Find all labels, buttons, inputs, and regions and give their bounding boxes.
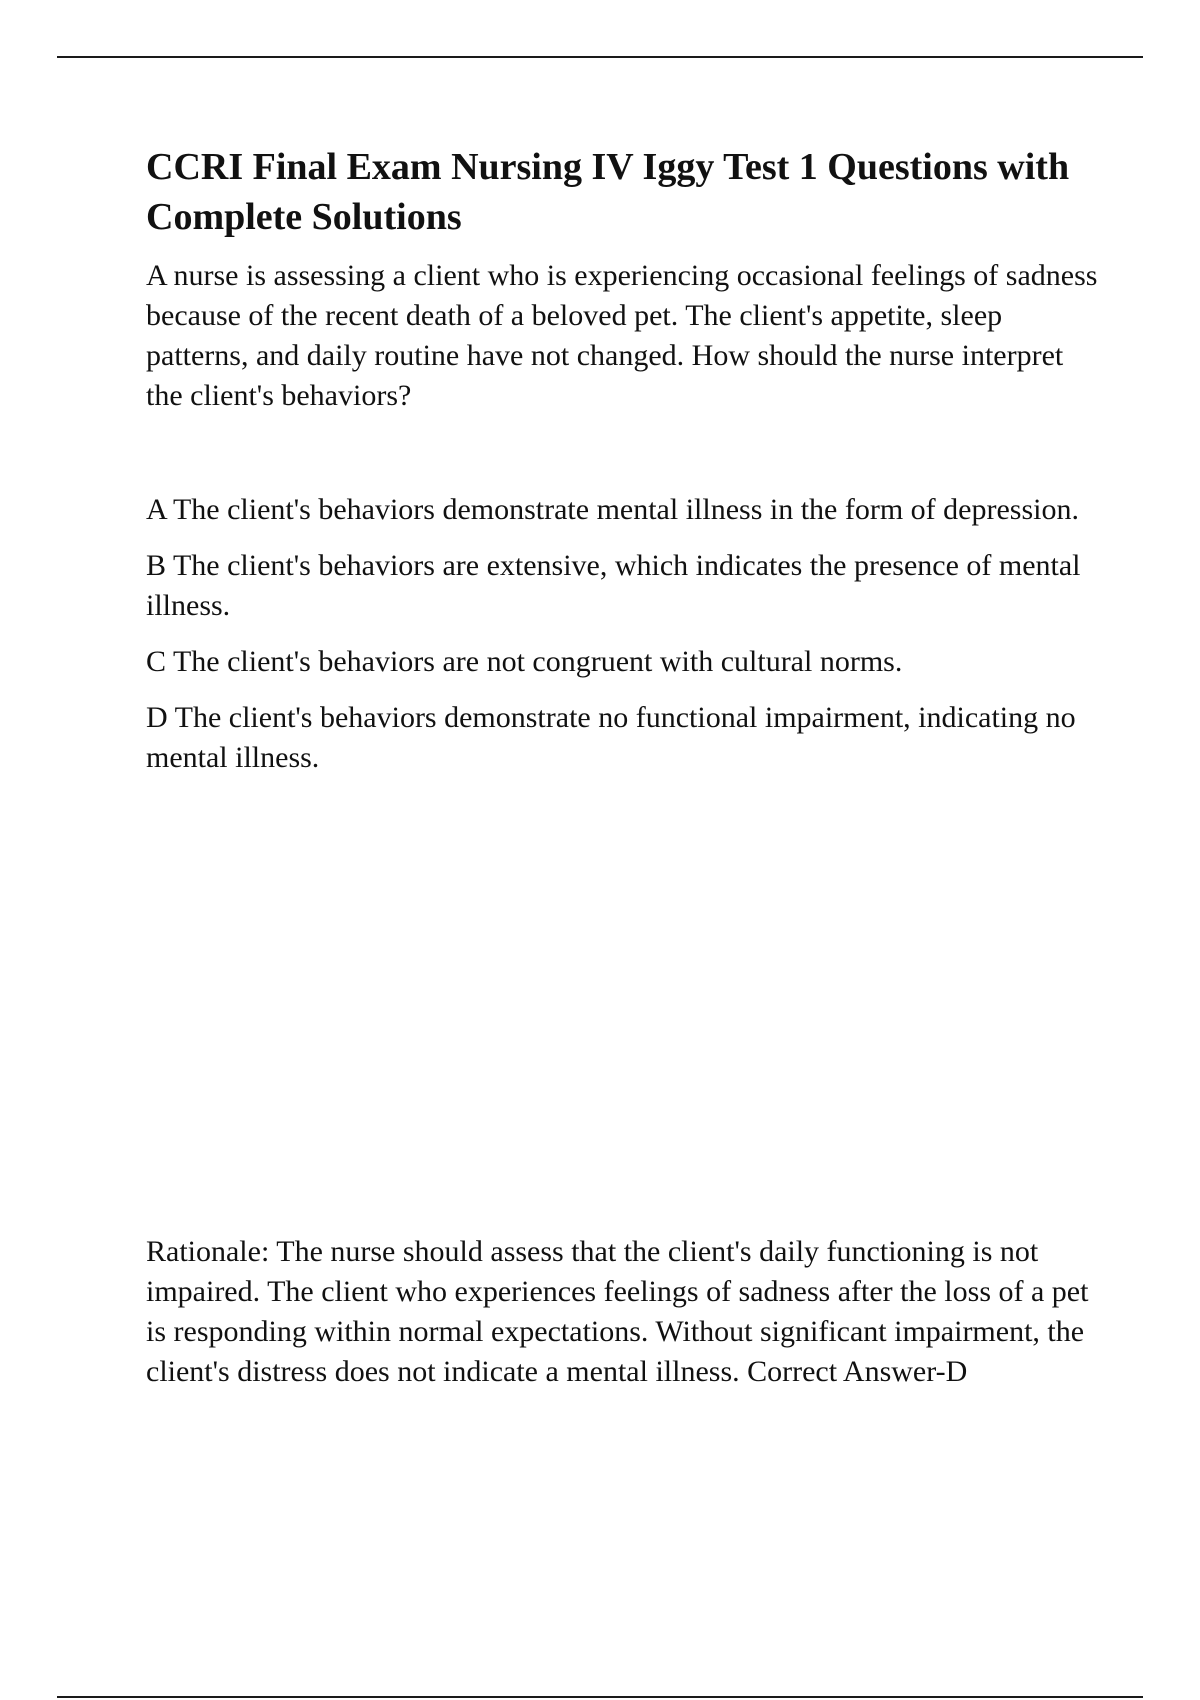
question-text: A nurse is assessing a client who is experiencing occasional feelings of sadness because of the recent death of a beloved pet. The client's appetite, sleep patterns, and daily routine have not changed. How should the nurse interpret the client's behaviors? bbox=[146, 259, 1098, 412]
option-c: C The client's behaviors are not congruent with cultural norms. bbox=[146, 645, 903, 678]
rationale-text: Rationale: The nurse should assess that the client's daily functioning is not impaired. The client who experiences feelings of sadness after the loss of a pet is responding within normal expectations. Without significant impairment, the client's distress does not indicate a mental illness. Correct Answer-D bbox=[146, 1235, 1089, 1388]
document-title: CCRI Final Exam Nursing IV Iggy Test 1 Questions with Complete Solutions bbox=[146, 146, 1070, 238]
top-rule bbox=[57, 56, 1143, 58]
option-d: D The client's behaviors demonstrate no functional impairment, indicating no mental illness. bbox=[146, 701, 1076, 774]
option-a: A The client's behaviors demonstrate mental illness in the form of depression. bbox=[146, 493, 1079, 526]
bottom-rule bbox=[57, 1696, 1143, 1698]
option-b: B The client's behaviors are extensive, which indicates the presence of mental illness. bbox=[146, 549, 1081, 622]
answer-options bbox=[146, 490, 1106, 778]
page-content bbox=[146, 142, 1106, 794]
